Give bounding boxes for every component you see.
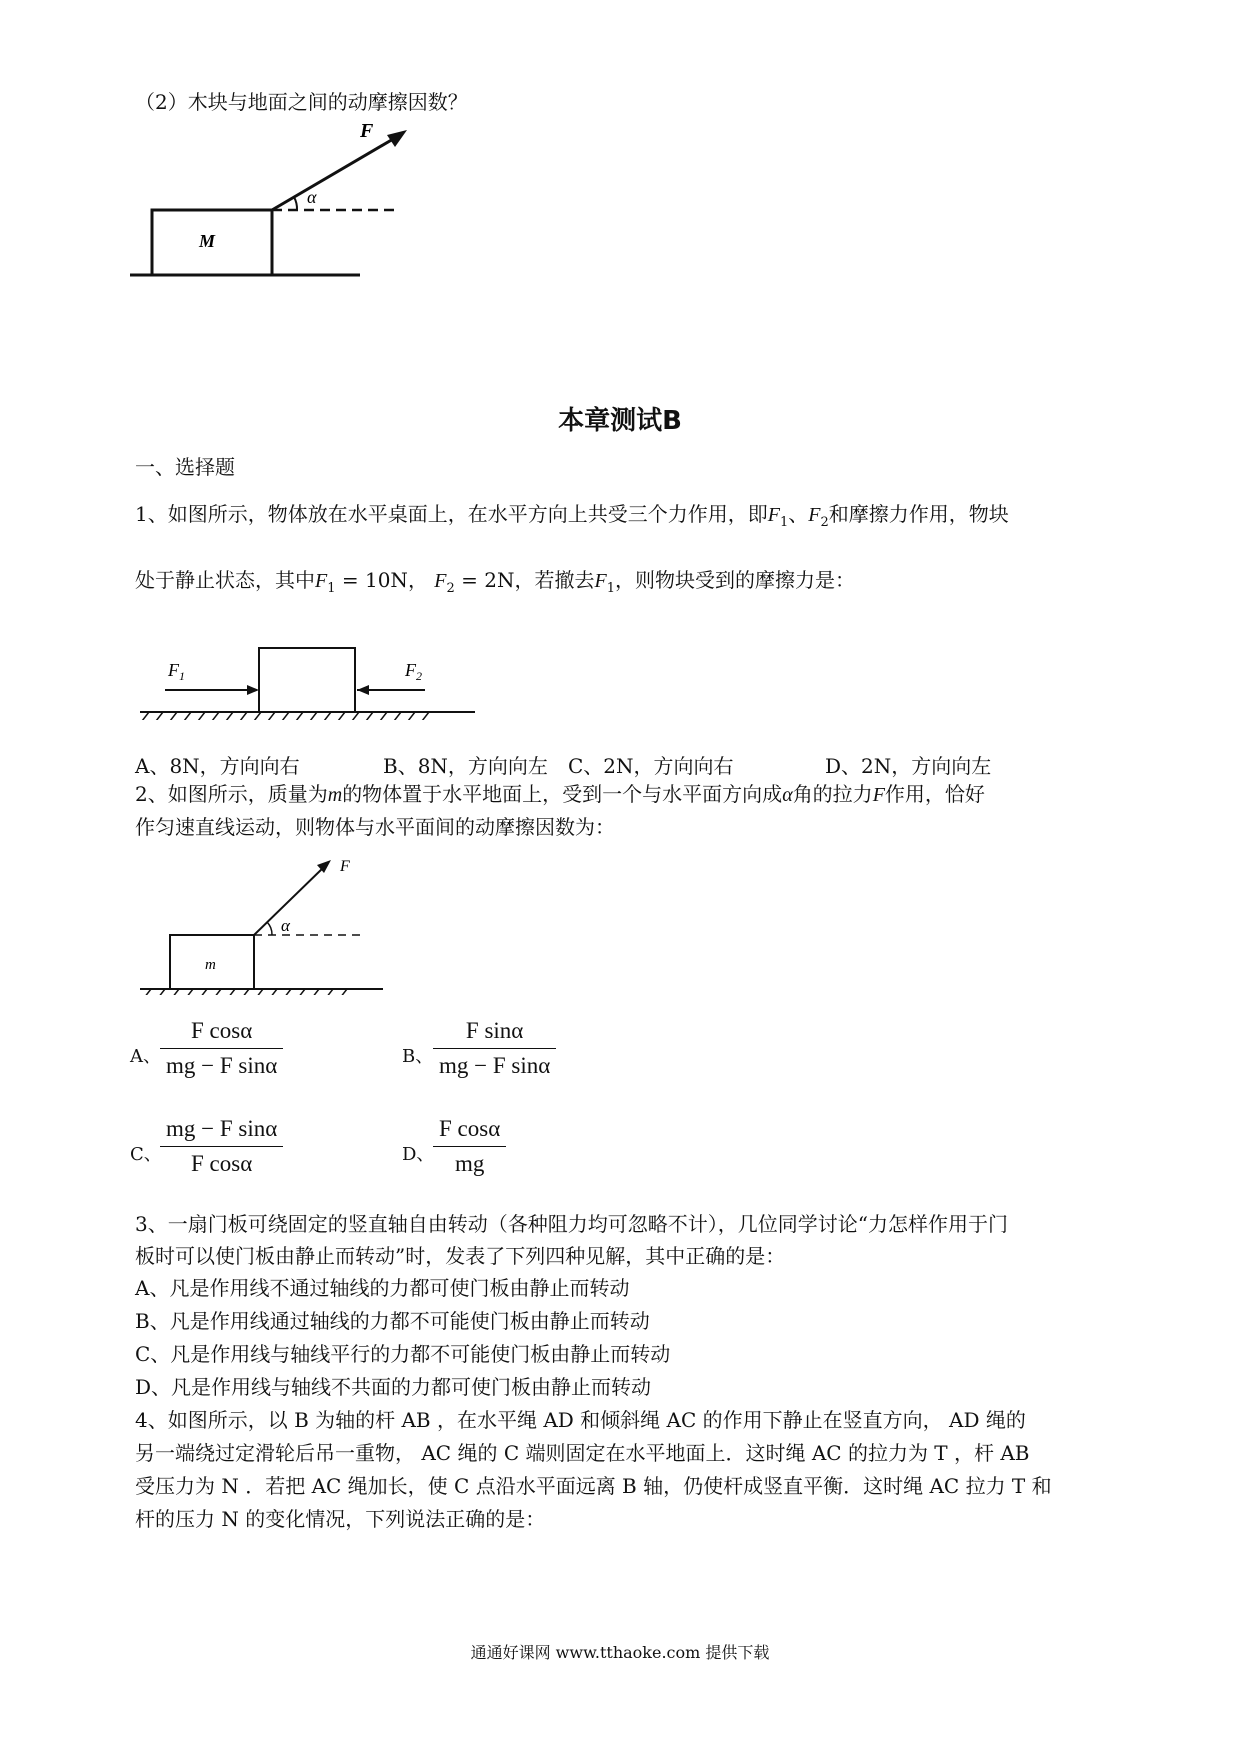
chapter-test-title: 本章测试B <box>558 406 682 436</box>
ground-hatch <box>366 712 373 720</box>
ground-hatch <box>212 712 219 720</box>
f1-label: $F_1$ <box>168 660 185 683</box>
q3-line1: 3、一扇门板可绕固定的竖直轴自由转动（各种阻力均可忽略不计），几位同学讨论“力怎样作用于门 <box>135 1212 1008 1236</box>
ground-hatch <box>282 712 289 720</box>
ground-hatch <box>394 712 401 720</box>
q4-line4: 杆的压力 N 的变化情况，下列说法正确的是： <box>135 1507 546 1531</box>
q2-option-c[interactable]: $\frac{\text{mg − F sinα}}{\text{F cosα}}$ <box>160 1116 283 1177</box>
q3-line2: 板时可以使门板由静止而转动”时，发表了下列四种见解，其中正确的是： <box>135 1244 786 1268</box>
q2-option-d[interactable]: $\frac{\text{F cosα}}{mg}$ <box>433 1116 506 1177</box>
q2-option-d-label[interactable]: D、 <box>402 1144 435 1165</box>
ground-hatch <box>184 712 191 720</box>
q1-line2: 处于静止状态，其中$F_1 = 10N$， $F_2 = 2N$，若撤去$F_1$，则物块受到的摩擦力是： <box>135 568 855 596</box>
q2-option-a[interactable]: $\frac{\text{F cosα}}{\text{mg − F sinα}}$ <box>160 1018 283 1079</box>
q2-option-c-label[interactable]: C、 <box>130 1144 162 1165</box>
sub-question-2: （2）木块与地面之间的动摩擦因数？ <box>135 90 468 114</box>
q2-option-b-label[interactable]: B、 <box>402 1046 434 1067</box>
figure-two-forces <box>135 640 485 720</box>
ground-hatch <box>338 712 345 720</box>
ground-hatch <box>422 712 429 720</box>
ground-hatch <box>198 712 205 720</box>
q4-line2: 另一端绕过定滑轮后吊一重物， AC 绳的 C 端则固定在水平地面上．这时绳 AC 的拉力为 T ，杆 AB <box>135 1441 1030 1465</box>
q2-line1: 2、如图所示，质量为m的物体置于水平地面上，受到一个与水平面方向成α角的拉力F作用，恰好 <box>135 782 985 806</box>
figure-mass-angled-pull <box>135 855 395 995</box>
ground-hatch <box>156 712 163 720</box>
q1-option-a[interactable]: A、8N，方向向右 <box>135 754 300 778</box>
mass-label-2: m <box>205 957 216 973</box>
q1-option-c[interactable]: C、2N，方向向右 <box>568 754 734 778</box>
q2-option-a-label[interactable]: A、 <box>130 1046 161 1067</box>
section-heading: 一、选择题 <box>135 455 235 479</box>
ground-hatch <box>296 712 303 720</box>
ground-hatch <box>142 712 149 720</box>
ground-hatch <box>352 712 359 720</box>
ground-hatch <box>254 712 261 720</box>
q3-option-a[interactable]: A、凡是作用线不通过轴线的力都可使门板由静止而转动 <box>135 1276 630 1300</box>
q1-option-b[interactable]: B、8N，方向向左 <box>383 754 548 778</box>
q1-option-d[interactable]: D、2N，方向向左 <box>825 754 992 778</box>
q3-option-c[interactable]: C、凡是作用线与轴线平行的力都不可能使门板由静止而转动 <box>135 1342 671 1366</box>
force-label: F <box>360 120 374 142</box>
ground-hatch <box>268 712 275 720</box>
ground-hatch <box>170 712 177 720</box>
page-footer: 通通好课网 www.tthaoke.com 提供下载 <box>470 1643 770 1662</box>
q4-line3: 受压力为 N ．若把 AC 绳加长，使 C 点沿水平面远离 B 轴，仍使杆成竖直平衡．这时绳 AC 拉力 T 和 <box>135 1474 1052 1498</box>
q1-line1: 1、如图所示，物体放在水平桌面上，在水平方向上共受三个力作用，即$F_1$、$F_2$和摩擦力作用，物块 <box>135 502 1009 530</box>
q3-option-b[interactable]: B、凡是作用线通过轴线的力都不可能使门板由静止而转动 <box>135 1309 650 1333</box>
mass-label: M <box>199 231 216 251</box>
ground-hatch <box>240 712 247 720</box>
ground-hatch <box>226 712 233 720</box>
f2-label: $F_2$ <box>405 660 422 683</box>
angle-label-2: α <box>281 916 290 935</box>
q4-line1: 4、如图所示，以 B 为轴的杆 AB ，在水平绳 AD 和倾斜绳 AC 的作用下静止在竖直方向， AD 绳的 <box>135 1408 1026 1432</box>
q2-line2: 作匀速直线运动，则物体与水平面间的动摩擦因数为： <box>135 815 615 839</box>
ground-hatch <box>310 712 317 720</box>
force-label-2: F <box>340 858 350 875</box>
figure-block-pull <box>125 115 415 280</box>
q2-option-b[interactable]: $\frac{\text{F sinα}}{\text{mg − F sinα}}$ <box>433 1018 556 1079</box>
ground-hatch <box>324 712 331 720</box>
q3-option-d[interactable]: D、凡是作用线与轴线不共面的力都可使门板由静止而转动 <box>135 1375 652 1399</box>
ground-hatch <box>380 712 387 720</box>
ground-hatch <box>408 712 415 720</box>
angle-label: α <box>307 187 317 207</box>
